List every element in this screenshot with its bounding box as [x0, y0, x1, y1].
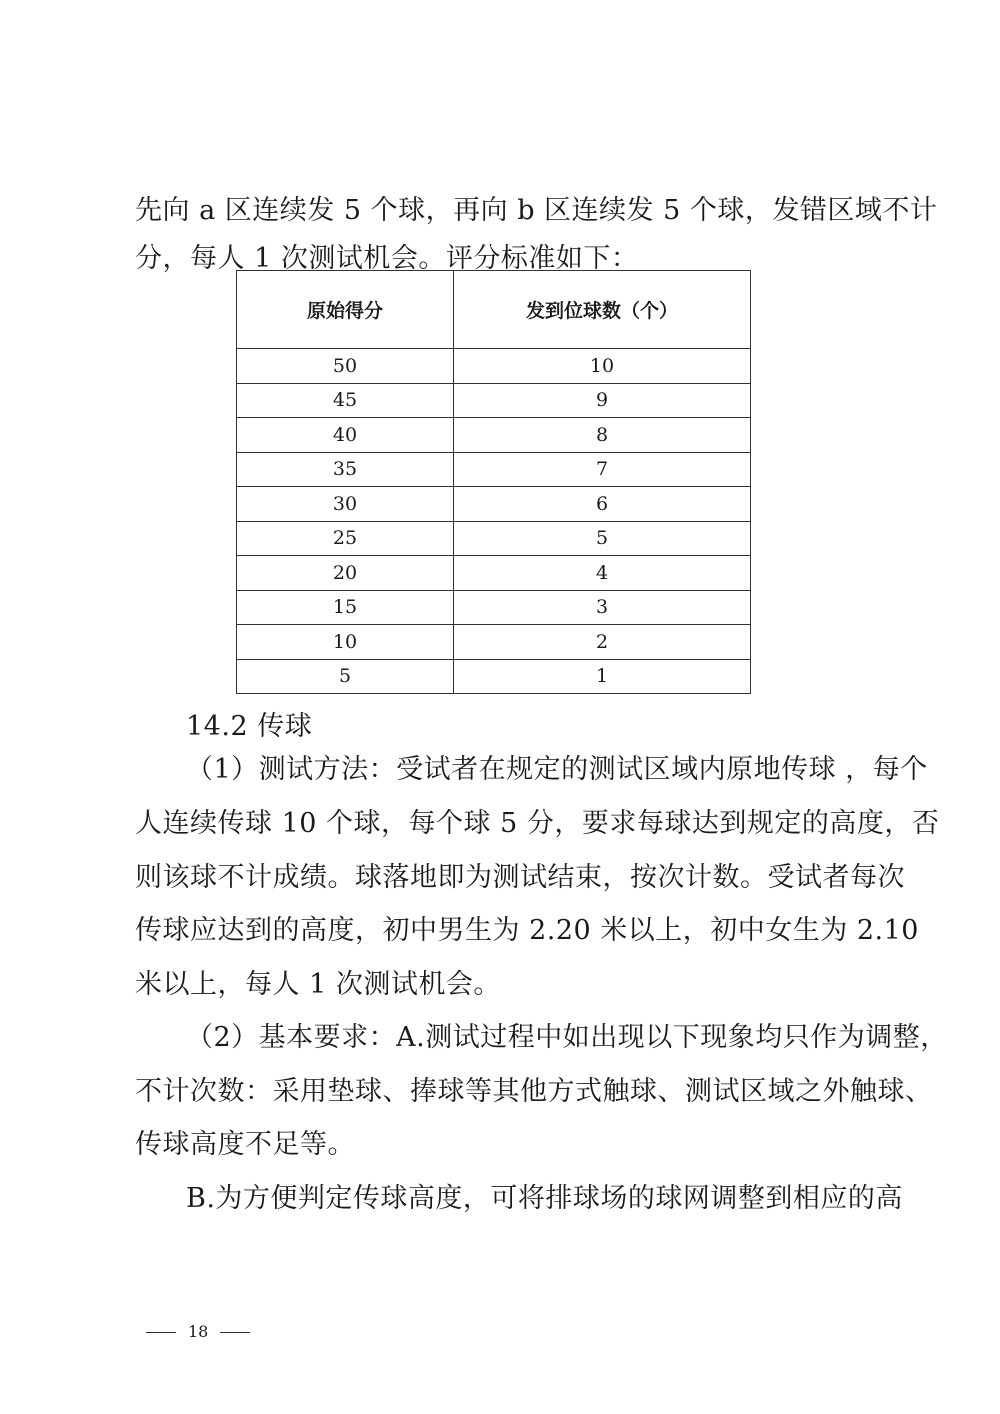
table-cell: 35 — [237, 452, 454, 487]
table-cell: 10 — [237, 625, 454, 660]
table-cell: 25 — [237, 521, 454, 556]
paragraph-line: 米以上，每人 1 次测试机会。 — [135, 969, 501, 1000]
table-row — [237, 383, 751, 418]
table-cell: 30 — [237, 487, 454, 522]
table-cell: 40 — [237, 418, 454, 453]
table-cell: 45 — [237, 383, 454, 418]
table-cell: 6 — [454, 487, 751, 522]
paragraph-line: （1）测试方法：受试者在规定的测试区域内原地传球 ，每个 — [186, 754, 928, 785]
section-heading: 14.2 传球 — [186, 711, 313, 742]
page-footer — [134, 1322, 262, 1341]
paragraph-line: B.为方便判定传球高度，可将排球场的球网调整到相应的高 — [186, 1183, 903, 1214]
table-cell: 3 — [454, 590, 751, 625]
table-row — [237, 487, 751, 522]
paragraph-line: 传球应达到的高度，初中男生为 2.20 米以上，初中女生为 2.10 — [135, 915, 919, 946]
paragraph-line: 人连续传球 10 个球，每个球 5 分，要求每球达到规定的高度，否 — [135, 808, 940, 839]
table-row — [237, 625, 751, 660]
table-cell: 7 — [454, 452, 751, 487]
table-header-row — [237, 271, 751, 349]
table-cell: 4 — [454, 556, 751, 591]
table-cell: 20 — [237, 556, 454, 591]
table-cell: 5 — [237, 659, 454, 694]
table-row — [237, 349, 751, 384]
table-cell: 8 — [454, 418, 751, 453]
table-cell: 5 — [454, 521, 751, 556]
paragraph-line: 分，每人 1 次测试机会。评分标准如下： — [135, 243, 639, 274]
table-cell: 10 — [454, 349, 751, 384]
table-header-balls-count: 发到位球数（个） — [454, 271, 751, 349]
table-row — [237, 556, 751, 591]
paragraph-line: 传球高度不足等。 — [135, 1129, 355, 1160]
paragraph-line: 先向 a 区连续发 5 个球，再向 b 区连续发 5 个球，发错区域不计 — [135, 195, 938, 226]
table-cell: 50 — [237, 349, 454, 384]
table-row — [237, 452, 751, 487]
table-row — [237, 418, 751, 453]
page-number: 18 — [188, 1322, 209, 1341]
footer-dash-right — [220, 1332, 250, 1333]
footer-dash-left — [146, 1332, 176, 1333]
table-cell: 1 — [454, 659, 751, 694]
paragraph-line: （2）基本要求：A.测试过程中如出现以下现象均只作为调整， — [186, 1022, 948, 1053]
table-cell: 2 — [454, 625, 751, 660]
paragraph-line: 不计次数：采用垫球、捧球等其他方式触球、测试区域之外触球、 — [135, 1076, 933, 1107]
table-cell: 15 — [237, 590, 454, 625]
table-header-raw-score: 原始得分 — [237, 271, 454, 349]
paragraph-line: 则该球不计成绩。球落地即为测试结束，按次计数。受试者每次 — [135, 862, 905, 893]
table-row — [237, 590, 751, 625]
table-row — [237, 659, 751, 694]
scoring-table — [236, 270, 751, 694]
table-cell: 9 — [454, 383, 751, 418]
table-row — [237, 521, 751, 556]
